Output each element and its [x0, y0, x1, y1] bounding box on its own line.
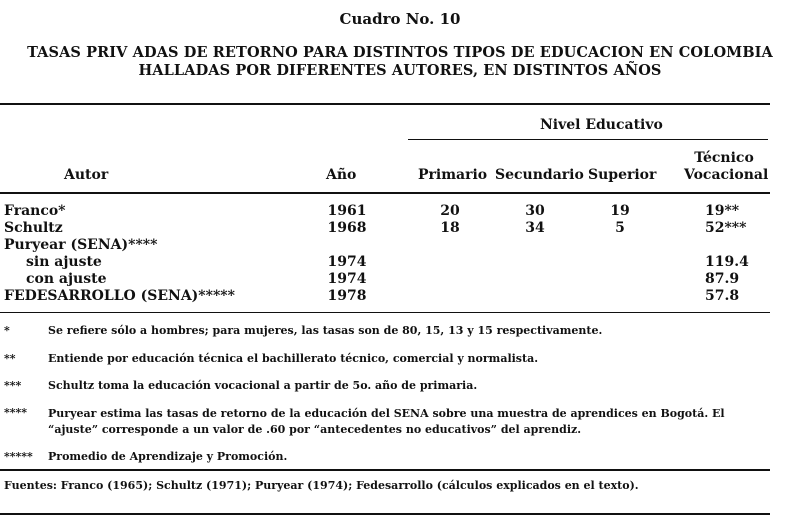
footnote-mark: *****: [4, 450, 33, 463]
header-anio: Año: [326, 167, 357, 183]
row-autor: con ajuste: [26, 271, 107, 287]
group-underline: [408, 139, 768, 140]
row-superior: 5: [615, 220, 625, 236]
row-primario: 20: [440, 203, 460, 219]
header-secundario: Secundario: [495, 167, 584, 183]
sources-note: Fuentes: Franco (1965); Schultz (1971); Puryear (1974); Fedesarrollo (cálculos explicados en el texto).: [4, 479, 639, 492]
table-title-line-1: TASAS PRIV ADAS DE RETORNO PARA DISTINTOS TIPOS DE EDUCACION EN COLOMBIA: [27, 44, 773, 61]
row-autor: Franco*: [4, 203, 66, 219]
header-tecnico-line-1: Técnico: [694, 150, 754, 166]
body-rule: [0, 312, 770, 313]
footnote-text: Entiende por educación técnica el bachillerato técnico, comercial y normalista.: [48, 352, 539, 365]
row-tecnico: 52***: [705, 220, 747, 236]
table-title-line-2: HALLADAS POR DIFERENTES AUTORES, EN DISTINTOS AÑOS: [138, 62, 662, 79]
row-anio: 1974: [327, 254, 367, 270]
header-tecnico-line-2: Vocacional: [684, 167, 769, 183]
top-rule: [0, 103, 770, 105]
header-autor: Autor: [64, 167, 109, 183]
row-autor: sin ajuste: [26, 254, 102, 270]
table-caption: Cuadro No. 10: [339, 10, 461, 28]
footnotes-rule: [0, 469, 770, 471]
row-tecnico: 119.4: [705, 254, 749, 270]
row-anio: 1968: [327, 220, 367, 236]
row-secundario: 30: [525, 203, 545, 219]
row-primario: 18: [440, 220, 460, 236]
header-nivel-educativo: Nivel Educativo: [540, 117, 663, 133]
row-superior: 19: [610, 203, 630, 219]
footnote-text: Schultz toma la educación vocacional a partir de 5o. año de primaria.: [48, 379, 478, 392]
row-anio: 1961: [327, 203, 367, 219]
row-secundario: 34: [525, 220, 545, 236]
bottom-rule: [0, 513, 770, 515]
row-tecnico: 19**: [705, 203, 740, 219]
footnote-mark: *: [4, 324, 10, 337]
footnote-text: Se refiere sólo a hombres; para mujeres, las tasas son de 80, 15, 13 y 15 respectivamente.: [48, 324, 603, 337]
row-autor: Schultz: [4, 220, 63, 236]
row-autor: FEDESARROLLO (SENA)*****: [4, 288, 235, 304]
footnote-text: Promedio de Aprendizaje y Promoción.: [48, 450, 288, 463]
row-tecnico: 57.8: [705, 288, 740, 304]
row-autor: Puryear (SENA)****: [4, 237, 158, 253]
header-primario: Primario: [418, 167, 488, 183]
header-rule: [0, 192, 770, 194]
row-tecnico: 87.9: [705, 271, 740, 287]
footnote-mark: ***: [4, 379, 22, 392]
row-anio: 1974: [327, 271, 367, 287]
footnote-mark: ****: [4, 406, 28, 419]
row-anio: 1978: [327, 288, 367, 304]
footnote-text: Puryear estima las tasas de retorno de la educación del SENA sobre una muestra de aprendices en Bogotá. El “ajuste” corresponde a un valor de .60 por “antecedentes no educativos” del aprendiz.: [48, 407, 725, 436]
header-superior: Superior: [588, 167, 657, 183]
footnote-mark: **: [4, 352, 16, 365]
